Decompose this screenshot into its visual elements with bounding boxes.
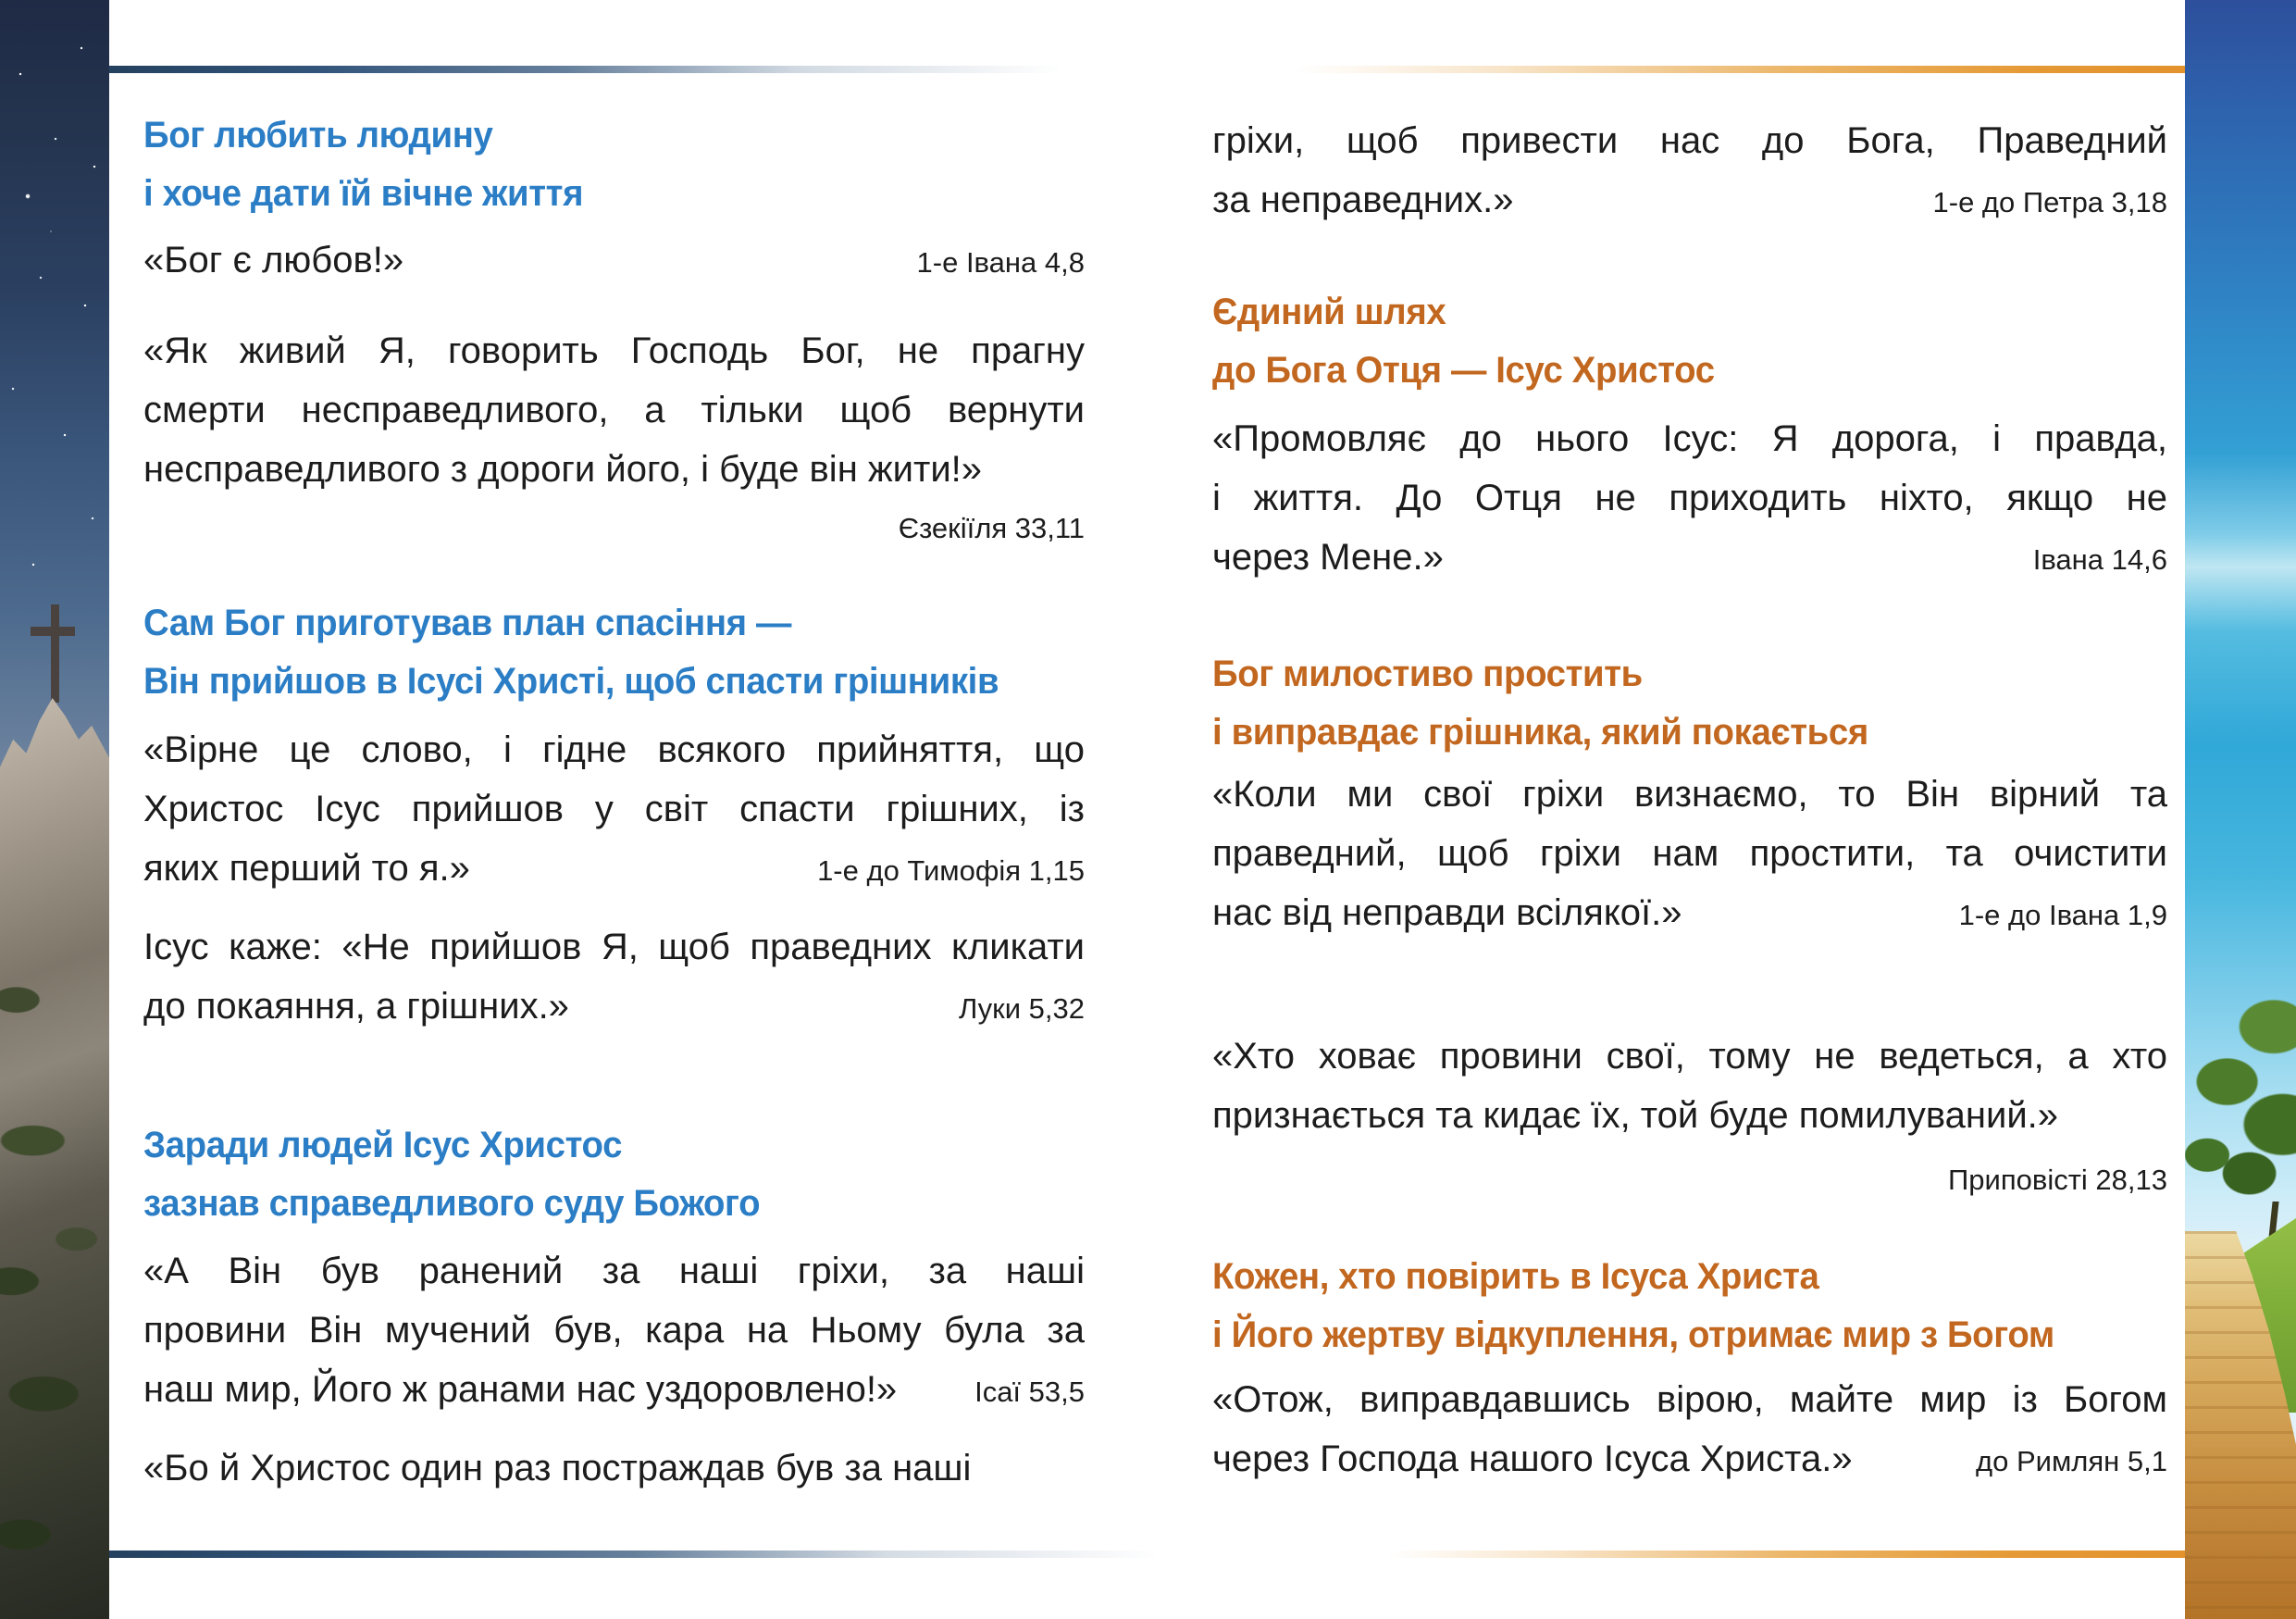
heading-line: Бог милостиво простить	[1212, 654, 1643, 694]
verse-last-line	[1212, 170, 2167, 230]
verse-paragraph	[143, 1438, 1085, 1498]
verse-line: «Промовляє до нього Ісус: Я дорога, і правда,	[1212, 418, 2167, 459]
verse-line: праведний, щоб гріхи нам простити, та очистити	[1212, 833, 2167, 874]
bottom-divider-orange	[1388, 1551, 2185, 1558]
verse-paragraph	[1212, 1027, 2167, 1210]
verse-line: «А Він був ранений за наші гріхи, за наші	[143, 1251, 1085, 1291]
verse-reference: 1-е Івана 4,8	[916, 246, 1085, 279]
section-heading-blue	[143, 106, 1085, 223]
cross-silhouette-icon	[31, 627, 75, 636]
bottom-divider-blue	[109, 1551, 1160, 1558]
verse-paragraph	[143, 1241, 1085, 1419]
verse-paragraph	[1212, 1370, 2167, 1488]
verse-last-line	[1212, 1429, 2167, 1488]
verse-line: «Вірне це слово, і гідне всякого прийняття, що	[143, 729, 1085, 770]
verse-paragraph	[1212, 111, 2167, 230]
verse-text: наш мир, Його ж ранами нас уздоровлено!»	[143, 1369, 898, 1410]
verse-last-line	[1212, 883, 2167, 942]
verse-reference: Єзекіїля 33,11	[898, 512, 1085, 544]
verse-line: несправедливого з дороги його, і буде він жити!»	[143, 449, 983, 490]
heading-line: і хоче дати їй вічне життя	[143, 173, 584, 214]
verse-line: Ісус каже: «Не прийшов Я, щоб праведних кликати	[143, 927, 1085, 967]
verse-reference: Ісаї 53,5	[974, 1376, 1085, 1408]
verse-paragraph	[143, 321, 1085, 558]
right-photo-strip	[2185, 0, 2296, 1619]
verse-reference: до Римлян 5,1	[1976, 1445, 2167, 1477]
heading-line: Єдиний шлях	[1212, 292, 1446, 332]
heading-line: і Його жертву відкуплення, отримає мир з Богом	[1212, 1314, 2054, 1355]
section-heading-blue	[143, 1116, 1085, 1233]
verse-paragraph	[1212, 409, 2167, 587]
verse-line: «Коли ми свої гріхи визнаємо, то Він вірний та	[1212, 774, 2167, 815]
verse-text: яких перший то я.»	[143, 848, 470, 889]
verse-text: через Мене.»	[1212, 537, 1444, 578]
verse-last-line	[143, 977, 1085, 1036]
verse-line: «Отож, виправдавшись вірою, майте мир із Богом	[1212, 1379, 2167, 1420]
heading-line: Кожен, хто повірить в Ісуса Христа	[1212, 1256, 1819, 1297]
verse-line: провини Він мучений був, кара на Ньому була за	[143, 1310, 1085, 1351]
verse-line: «Як живий Я, говорить Господь Бог, не прагну	[143, 330, 1085, 371]
verse-line: Христос Ісус прийшов у світ спасти грішних, із	[143, 789, 1085, 829]
verse-paragraph	[143, 230, 1085, 290]
verse-line: «Бо й Христос один раз постраждав був за наші	[143, 1448, 972, 1488]
verse-paragraph	[143, 720, 1085, 898]
left-photo-strip	[0, 0, 109, 1619]
heading-line: зазнав справедливого суду Божого	[143, 1183, 761, 1224]
verse-last-line	[143, 839, 1085, 898]
verse-paragraph	[1212, 765, 2167, 942]
tree	[2185, 953, 2296, 1259]
verse-reference: Івана 14,6	[2032, 543, 2167, 576]
verse-line: і життя. До Отця не приходить ніхто, якщо не	[1212, 478, 2167, 518]
verse-text: через Господа нашого Ісуса Христа.»	[1212, 1438, 1853, 1479]
verse-reference: 1-е до Тимофія 1,15	[817, 854, 1085, 887]
heading-line: і виправдає грішника, який покається	[1212, 712, 1868, 753]
verse-paragraph	[143, 917, 1085, 1036]
heading-line: Бог любить людину	[143, 115, 493, 156]
verse-reference: 1-е до Петра 3,18	[1932, 186, 2167, 218]
heading-line: Сам Бог приготував план спасіння —	[143, 603, 791, 643]
verse-text: за неправедних.»	[1212, 180, 1514, 220]
verse-last-line	[1212, 528, 2167, 587]
section-heading-orange	[1212, 1248, 2167, 1364]
section-heading-blue	[143, 594, 1085, 711]
verse-line: «Хто ховає провини свої, тому не ведеться, а хто	[1212, 1036, 2167, 1077]
verse-text: до покаяння, а грішних.»	[143, 986, 569, 1027]
verse-last-line	[143, 1360, 1085, 1419]
verse-line: признається та кидає їх, той буде помилуваний.»	[1212, 1095, 2059, 1136]
section-heading-orange	[1212, 283, 2167, 400]
verse-line: гріхи, щоб привести нас до Бога, Праведний	[1212, 120, 2167, 161]
section-heading-orange	[1212, 645, 2167, 762]
verse-reference: Приповісті 28,13	[1948, 1164, 2167, 1196]
verse-reference: Луки 5,32	[958, 992, 1085, 1025]
heading-line: Заради людей Ісус Христос	[143, 1125, 623, 1165]
verse-reference: 1-е до Івана 1,9	[1958, 899, 2167, 931]
heading-line: до Бога Отця — Ісус Христос	[1212, 350, 1715, 391]
verse-text: нас від неправди всілякої.»	[1212, 892, 1682, 933]
left-text-column	[143, 0, 1085, 1498]
heading-line: Він прийшов в Ісусі Христі, щоб спасти грішників	[143, 661, 999, 702]
verse-text: «Бог є любов!»	[143, 240, 404, 280]
cross-silhouette-icon	[51, 604, 59, 703]
hill-vegetation	[0, 915, 109, 1619]
verse-line: смерти несправедливого, а тільки щоб вернути	[143, 390, 1085, 430]
right-text-column	[1212, 0, 2167, 1488]
